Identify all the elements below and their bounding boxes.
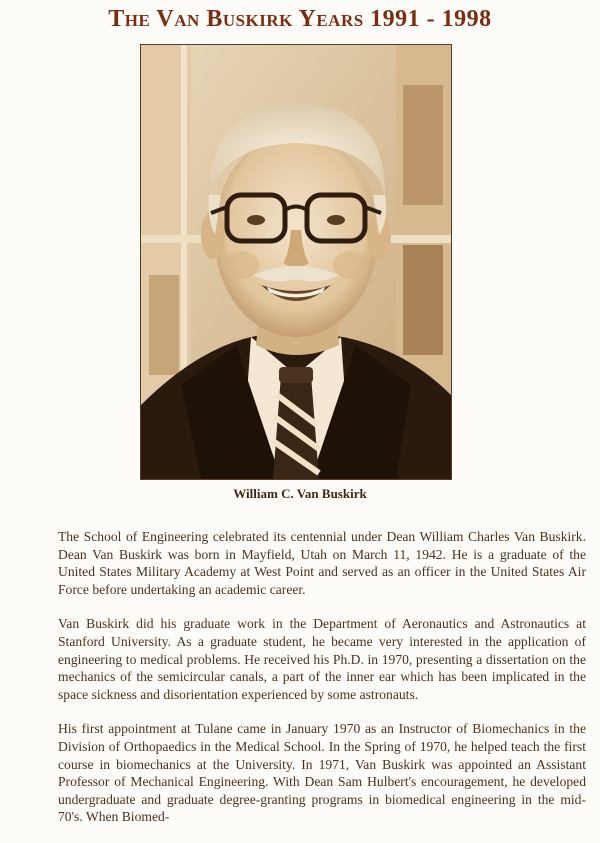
paragraph: His first appointment at Tulane came in January 1970 as an Instructor of Biomechanics in the Division of Orthopaedics in the Medical School. In the Spring of 1970, he helped teach the first course in biomechanics at the University. In 1971, Van Buskirk was appointed an Assistant Professor of Mechanical Engineering. With Dean Sam Hulbert's encouragement, he developed undergraduate and graduate degree-granting programs in biomedical engineering in the mid-70's. When Biomed- xyxy=(58,721,586,825)
paragraph: Van Buskirk did his graduate work in the Department of Aeronautics and Astronautics at Stanford University. As a graduate student, he became very interested in the application of engineering to medical problems. He received his Ph.D. in 1970, presenting a dissertation on the mechanics of the semicircular canals, a part of the inner ear which has been implicated in the space sickness and disorientation experienced by some astronauts. xyxy=(58,616,586,702)
portrait-photo xyxy=(140,44,452,480)
article-body xyxy=(58,528,586,843)
paragraph: The School of Engineering celebrated its centennial under Dean William Charles Van Buskirk. Dean Van Buskirk was born in Mayfield, Utah on March 11, 1942. He is a graduate of the United States Military Academy at West Point and served as an officer in the United States Air Force before undertaking an academic career. xyxy=(58,529,586,597)
photo-caption: William C. Van Buskirk xyxy=(233,486,367,501)
portrait-image xyxy=(141,45,451,479)
page-title: The Van Buskirk Years 1991 - 1998 xyxy=(108,6,492,32)
